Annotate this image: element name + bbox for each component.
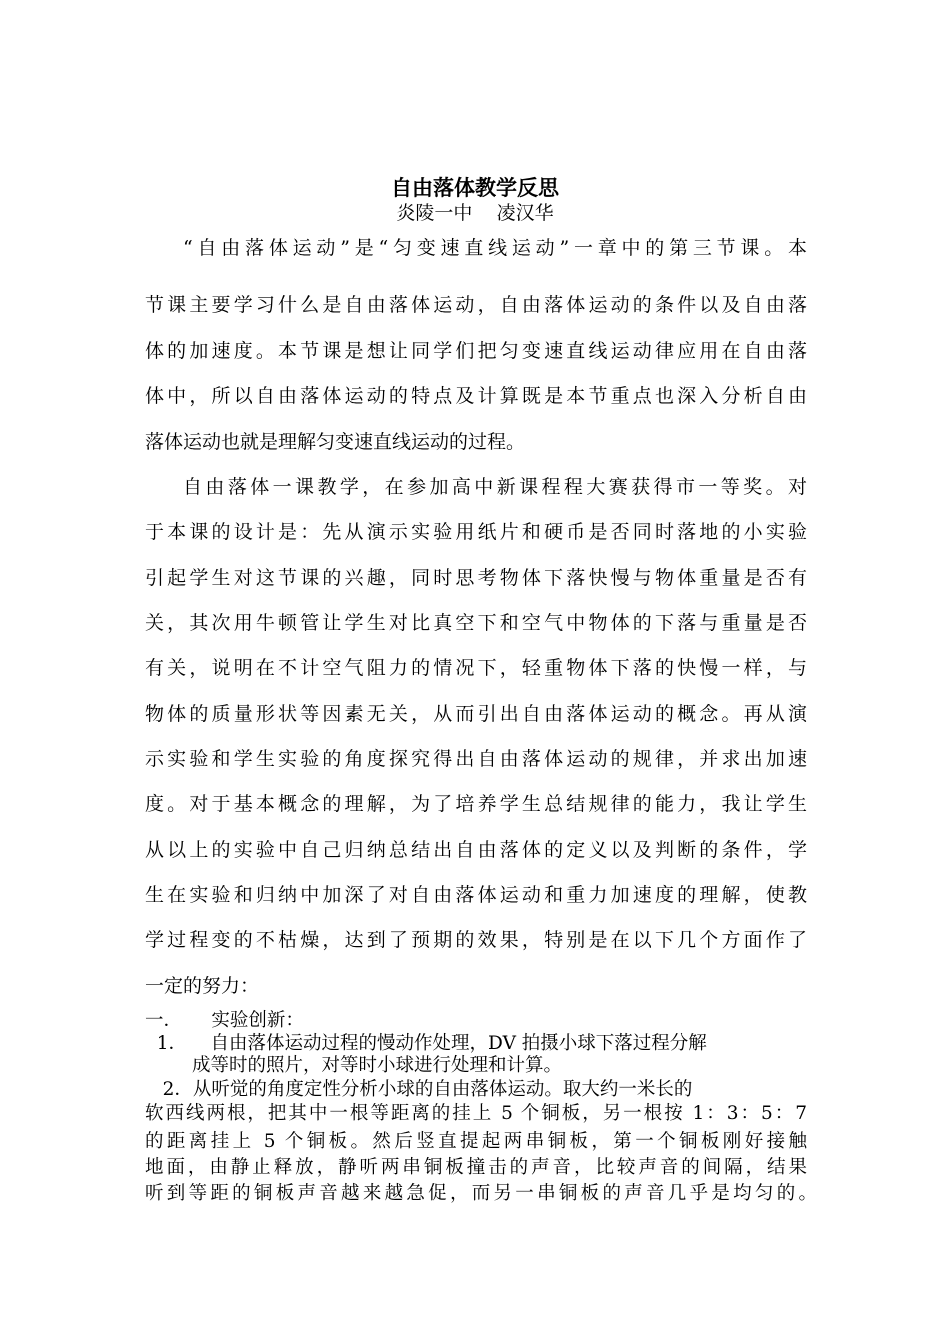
paragraph-line: 学过程变的不枯燥，达到了预期的效果，特别是在以下几个方面作了 xyxy=(145,929,807,951)
paragraph-line: 体的加速度。本节课是想让同学们把匀变速直线运动律应用在自由落 xyxy=(145,340,807,362)
list-item-line: 的距离挂上 5 个铜板。然后竖直提起两串铜板，第一个铜板刚好接触 xyxy=(145,1131,807,1152)
list-item-line: 软西线两根，把其中一根等距离的挂上 5 个铜板，另一根按 1：3：5：7 xyxy=(145,1103,807,1124)
paragraph-line: 一定的努力： xyxy=(145,975,260,997)
section-heading: 一． 实验创新： xyxy=(145,1010,304,1031)
paragraph-line: 物体的质量形状等因素无关，从而引出自由落体运动的概念。再从演 xyxy=(145,703,807,725)
paragraph-line: 示实验和学生实验的角度探究得出自由落体运动的规律，并求出加速 xyxy=(145,748,807,770)
list-item-line: 成等时的照片，对等时小球进行处理和计算。 xyxy=(145,1055,563,1076)
list-item-line: 1． 自由落体运动过程的慢动作处理，DV 拍摄小球下落过程分解 xyxy=(145,1033,707,1054)
paragraph-line: 关，其次用牛顿管让学生对比真空下和空气中物体的下落与重量是否 xyxy=(145,612,807,634)
author-line: 炎陵一中 凌汉华 xyxy=(396,202,554,224)
paragraph-line: 于本课的设计是：先从演示实验用纸片和硬币是否同时落地的小实验 xyxy=(145,521,807,543)
document-title: 自由落体教学反思 xyxy=(391,175,559,200)
paragraph-line: “自由落体运动”是“匀变速直线运动”一章中的第三节课。本 xyxy=(183,237,807,259)
paragraph-line: 引起学生对这节课的兴趣，同时思考物体下落快慢与物体重量是否有 xyxy=(145,567,807,589)
list-item-line: 2．从听觉的角度定性分析小球的自由落体运动。取大约一米长的 xyxy=(145,1079,693,1100)
paragraph-line: 从以上的实验中自己归纳总结出自由落体的定义以及判断的条件，学 xyxy=(145,839,807,861)
paragraph-line: 有关，说明在不计空气阻力的情况下，轻重物体下落的快慢一样，与 xyxy=(145,657,807,679)
list-item-line: 地面，由静止释放，静听两串铜板撞击的声音，比较声音的间隔，结果 xyxy=(145,1157,807,1178)
paragraph-line: 节课主要学习什么是自由落体运动，自由落体运动的条件以及自由落 xyxy=(145,294,807,316)
list-item-line: 听到等距的铜板声音越来越急促，而另一串铜板的声音几乎是均匀的。 xyxy=(145,1183,817,1204)
paragraph-line: 度。对于基本概念的理解，为了培养学生总结规律的能力，我让学生 xyxy=(145,793,807,815)
paragraph-line: 落体运动也就是理解匀变速直线运动的过程。 xyxy=(145,431,526,453)
paragraph-line: 自由落体一课教学，在参加高中新课程程大赛获得市一等奖。对 xyxy=(183,476,807,498)
paragraph-line: 体中，所以自由落体运动的特点及计算既是本节重点也深入分析自由 xyxy=(145,385,807,407)
paragraph-line: 生在实验和归纳中加深了对自由落体运动和重力加速度的理解，使教 xyxy=(145,884,807,906)
